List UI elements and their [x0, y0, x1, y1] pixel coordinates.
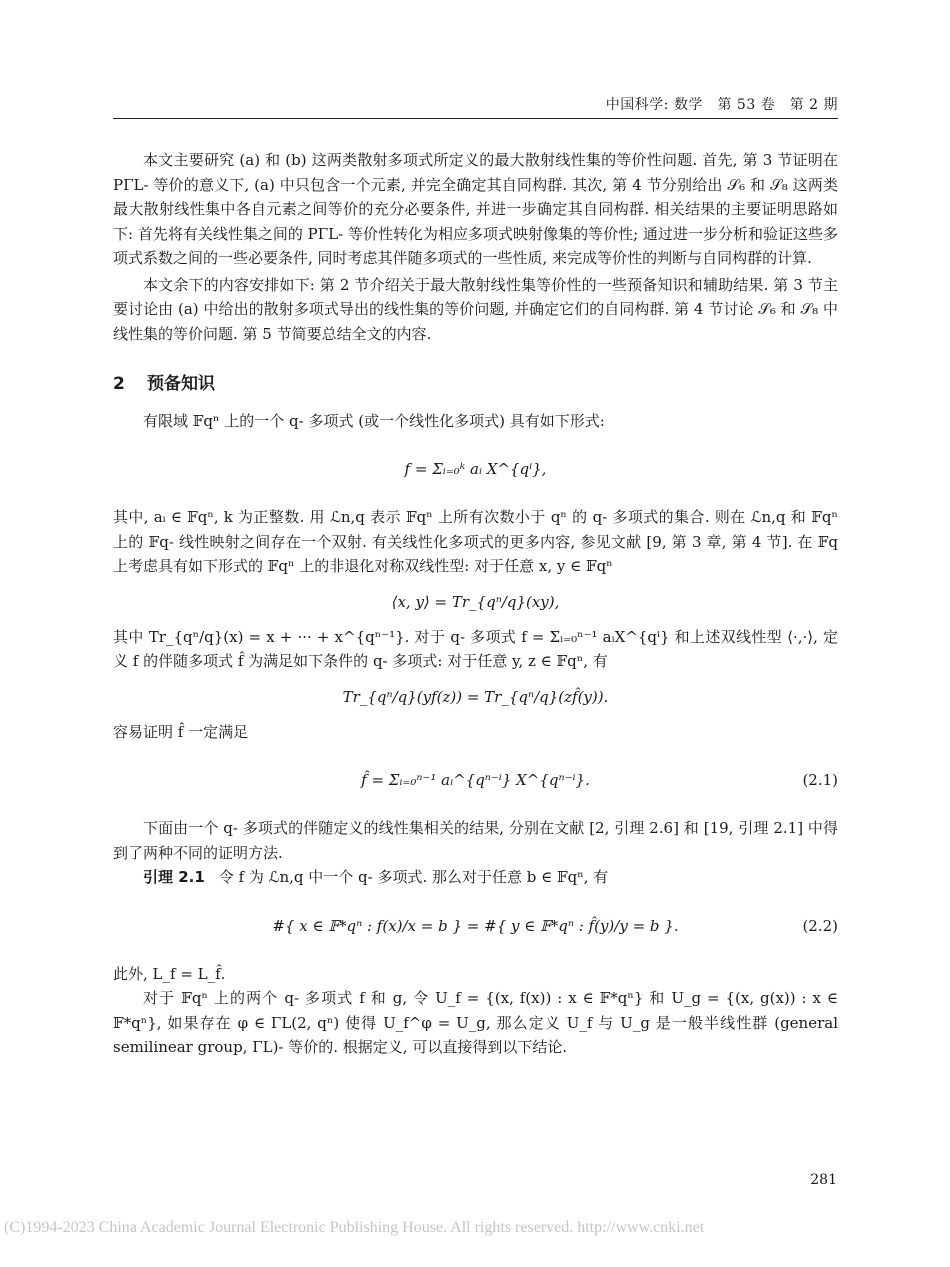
equation: Tr_{qⁿ/q}(yf(z)) = Tr_{qⁿ/q}(zf̂(y)). — [342, 687, 609, 706]
paragraph: 本文主要研究 (a) 和 (b) 这两类散射多项式所定义的最大散射线性集的等价性问题. 首先, 第 3 节证明在 PΓL- 等价的意义下, (a) 中只包含一个元素, 并完全确定其自同构群. 其次, 第 4 节分别给出 𝒮₆ 和 𝒮₈ 这两类最大散射线性集中各自元素之间等价的充分必要条件, 并进一步确定其自同构群. 相关结果的主要证明思路如下: 首先将有关线性集之间的 PΓL- 等价性转化为相应多项式映射像集的等价性; 通过进一步分析和验证这些多项式系数之间的一些必要条件, 同时考虑其伴随多项式的一些性质, 来完成等价性的判断与自同构群的计算. — [113, 151, 838, 267]
equation-2-1: f̂ = Σᵢ₌₀ⁿ⁻¹ aᵢ^{qⁿ⁻ⁱ} X^{qⁿ⁻ⁱ}. (2.1) — [113, 750, 838, 810]
running-header — [113, 92, 838, 119]
paragraph: 下面由一个 q- 多项式的伴随定义的线性集相关的结果, 分别在文献 [2, 引理 2.6] 和 [19, 引理 2.1] 中得到了两种不同的证明方法. — [113, 819, 838, 862]
copyright-watermark: (C)1994-2023 China Academic Journal Electronic Publishing House. All rights reserved. http://www.cnki.net — [4, 1219, 705, 1236]
equation-2-2: #{ x ∈ 𝔽*qⁿ : f(x)/x = b } = #{ y ∈ 𝔽*qⁿ : f̂(y)/y = b }. (2.2) — [113, 896, 838, 956]
lemma-heading: 引理 2.1 — [143, 868, 205, 886]
equation: f = Σᵢ₌₀ᵏ aᵢ X^{qⁱ}, — [404, 460, 547, 478]
paragraph: 对于 𝔽qⁿ 上的两个 q- 多项式 f 和 g, 令 U_f = {(x, f(x)) : x ∈ 𝔽*qⁿ} 和 U_g = {(x, g(x)) : x ∈ 𝔽*qⁿ}, 如果存在 φ ∈ ΓL(2, qⁿ) 使得 U_f^φ = U_g, 那么定义 U_f 与 U_g 是一般半线性群 (general semilinear group, ΓL)- 等价的. 根据定义, 可以直接得到以下结论. — [113, 989, 838, 1056]
paragraph: 本文余下的内容安排如下: 第 2 节介绍关于最大散射线性集等价性的一些预备知识和辅助结果. 第 3 节主要讨论由 (a) 中给出的散射多项式导出的线性集的等价问题, 并确定它们的自同构群. 第 4 节讨论 𝒮₆ 和 𝒮₈ 中线性集的等价问题. 第 5 节简要总结全文的内容. — [113, 275, 838, 343]
paragraph: 有限域 𝔽qⁿ 上的一个 q- 多项式 (或一个线性化多项式) 具有如下形式: — [143, 411, 605, 430]
page-number: 281 — [810, 1172, 837, 1188]
lemma-text: 令 f 为 ℒn,q 中一个 q- 多项式. 那么对于任意 b ∈ 𝔽qⁿ, 有 — [218, 868, 609, 886]
equation-tag: (2.1) — [802, 771, 838, 789]
section-heading — [113, 372, 838, 397]
paragraph: 容易证明 f̂ 一定满足 — [113, 722, 249, 741]
equation: ⟨x, y⟩ = Tr_{qⁿ/q}(xy), — [391, 592, 560, 611]
journal-header: 中国科学: 数学 第 53 卷 第 2 期 — [605, 97, 838, 113]
paragraph: 其中 Tr_{qⁿ/q}(x) = x + ··· + x^{qⁿ⁻¹}. 对于 q- 多项式 f = Σᵢ₌₀ⁿ⁻¹ aᵢX^{qⁱ} 和上述双线性型 ⟨·,·⟩, 定义 f 的伴随多项式 f̂ 为满足如下条件的 q- 多项式: 对于任意 y, z ∈ 𝔽qⁿ, 有 — [113, 627, 838, 670]
paragraph: 其中, aᵢ ∈ 𝔽qⁿ, k 为正整数. 用 ℒn,q 表示 𝔽qⁿ 上所有次数小于 qⁿ 的 q- 多项式的集合. 则在 ℒn,q 和 𝔽qⁿ 上的 𝔽q- 线性映射之间存在一个双射. 有关线性化多项式的更多内容, 参见文献 [9, 第 3 章, 第 4 节]. 在 𝔽q 上考虑具有如下形式的 𝔽qⁿ 上的非退化对称双线性型: 对于任意 x, y ∈ 𝔽qⁿ — [113, 508, 838, 575]
page-body — [113, 148, 838, 1060]
paragraph: 此外, L_f = L_f̂. — [113, 964, 226, 983]
equation-tag: (2.2) — [802, 916, 838, 935]
section-title: 预备知识 — [147, 374, 215, 394]
section-number: 2 — [113, 374, 125, 394]
lemma — [113, 865, 838, 890]
